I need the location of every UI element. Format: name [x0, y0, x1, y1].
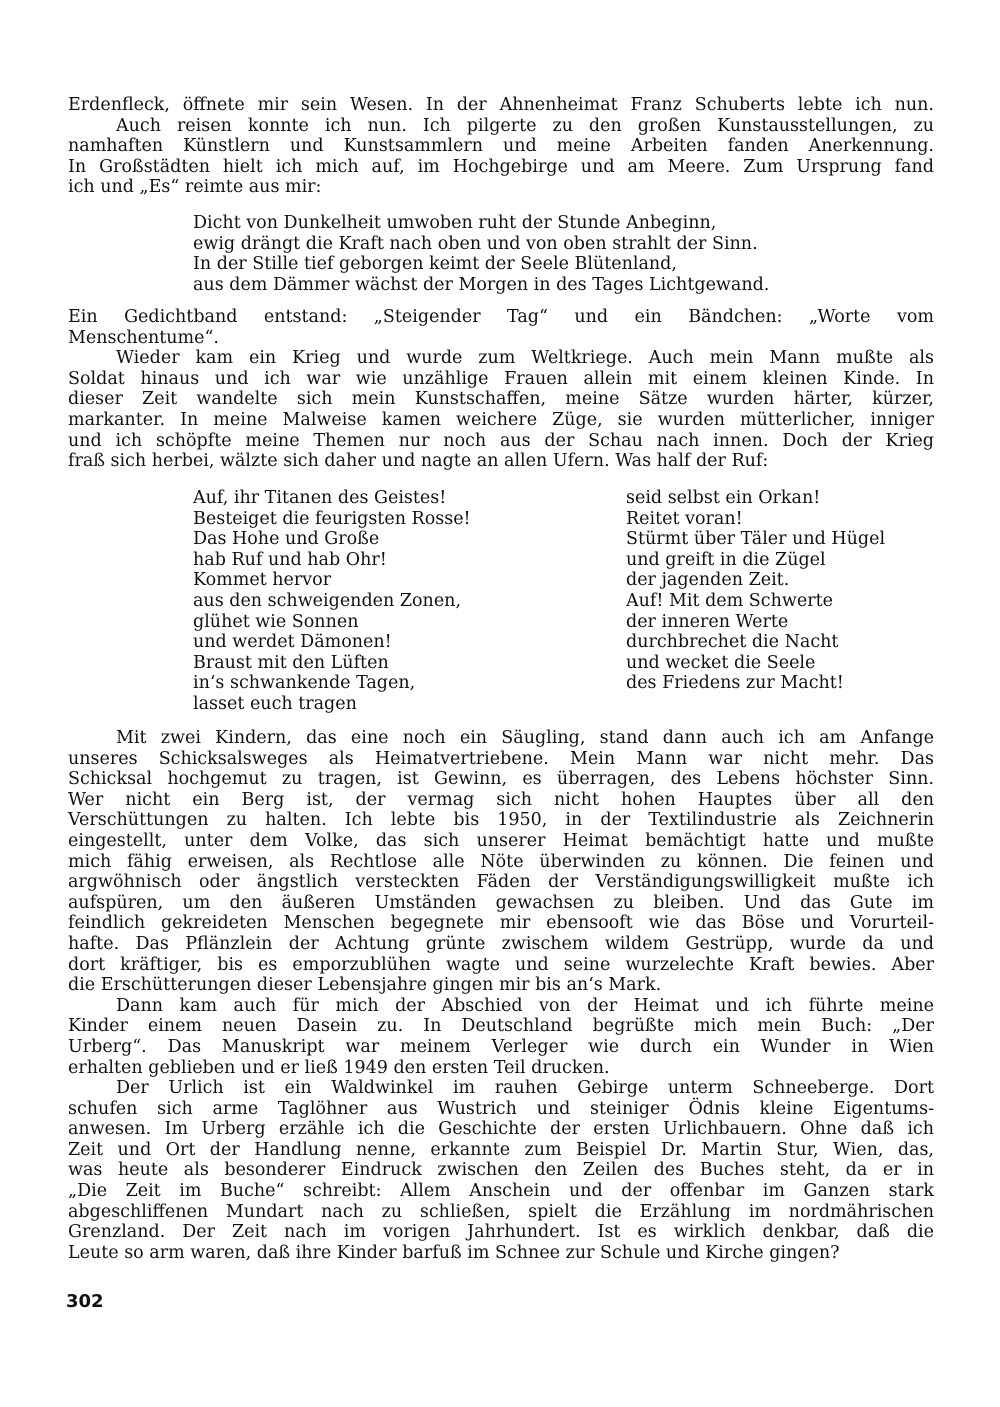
final-line: aufspüren, um den äußeren Umständen gewachsen zu bleiben. Und das Gute im: [68, 892, 934, 913]
final-line: Urberg“. Das Manuskript war meinem Verleger wie durch ein Wunder in Wien: [68, 1036, 934, 1057]
poem2-left-line: Kommet hervor: [193, 570, 332, 591]
intro-line: ich und „Es“ reimte aus mir:: [68, 177, 322, 198]
poem1-line: In der Stille tief geborgen keimt der Seele Blütenland,: [193, 254, 677, 275]
poem2-right-line: Auf! Mit dem Schwerte: [626, 590, 833, 611]
poem2-left-line: und werdet Dämonen!: [193, 632, 392, 653]
poem2-left-line: Braust mit den Lüften: [193, 652, 389, 673]
final-line: Verschüttungen zu halten. Ich lebte bis 1950, in der Textilindustrie als Zeichnerin: [68, 810, 934, 831]
middle-line: dieser Zeit wandelte sich mein Kunstschaffen, meine Sätze wurden härter, kürzer,: [68, 389, 934, 410]
intro-paragraph: [68, 95, 934, 198]
poem2-left-line: hab Ruf und hab Ohr!: [193, 549, 387, 570]
final-line: feindlich gekreideten Menschen begegnete mir ebensooft wie das Böse und Vorurteil-: [68, 913, 934, 934]
middle-line: Ein Gedichtband entstand: „Steigender Tag“ und ein Bändchen: „Worte vom: [68, 307, 934, 327]
poem-dicht-von-dunkelheit: [193, 213, 893, 295]
poem-titanen-right-column: [626, 488, 956, 694]
poem2-left-line: in‘s schwankende Tagen,: [193, 673, 416, 694]
final-line: Dann kam auch für mich der Abschied von der Heimat und ich führte meine: [116, 995, 934, 1016]
poem2-left-line: glühet wie Sonnen: [193, 611, 359, 632]
middle-paragraphs: [68, 307, 934, 472]
poem2-right-line: der jagenden Zeit.: [626, 570, 790, 591]
poem2-left-line: Auf, ihr Titanen des Geistes!: [193, 488, 447, 508]
final-line: Der Urlich ist ein Waldwinkel im rauhen Gebirge unterm Schneeberge. Dort: [116, 1078, 934, 1099]
poem1-line: aus dem Dämmer wächst der Morgen in des Tages Lichtgewand.: [193, 274, 770, 295]
poem2-right-line: durchbrechet die Nacht: [626, 632, 839, 653]
intro-line: namhaften Künstlern und Kunstsammlern und meine Arbeiten fanden Anerkennung.: [68, 136, 934, 157]
page-number: 302: [66, 1291, 104, 1312]
poem1-line: ewig drängt die Kraft nach oben und von oben strahlt der Sinn.: [193, 233, 758, 254]
poem2-right-line: der inneren Werte: [626, 611, 789, 632]
poem2-right-line: und greift in die Zügel: [626, 549, 826, 570]
poem2-right-line: Stürmt über Täler und Hügel: [626, 529, 886, 550]
final-line: Leute so arm waren, daß ihre Kinder barfuß im Schnee zur Schule und Kirche gingen?: [68, 1242, 840, 1263]
poem2-left-line: lasset euch tragen: [193, 693, 357, 714]
final-line: hafte. Das Pflänzlein der Achtung grünte zwischem wildem Gestrüpp, wurde da und: [68, 933, 934, 954]
final-line: unseres Schicksalsweges als Heimatvertriebene. Mein Mann war nicht mehr. Das: [68, 748, 934, 769]
poem2-left-line: Besteiget die feurigsten Rosse!: [193, 508, 471, 529]
middle-line: fraß sich herbei, wälzte sich daher und nagte an allen Ufern. Was half der Ruf:: [68, 451, 769, 472]
final-paragraphs: [68, 728, 934, 1263]
intro-line: Erdenfleck, öffnete mir sein Wesen. In der Ahnenheimat Franz Schuberts lebte ich nun.: [68, 95, 934, 115]
poem2-right-line: Reitet voran!: [626, 508, 743, 529]
final-line: Kinder einem neuen Dasein zu. In Deutschland begrüßte mich mein Buch: „Der: [68, 1016, 934, 1037]
final-line: abgeschliffenen Mundart nach zu schließen, spielt die Erzählung im nordmährischen: [68, 1201, 934, 1222]
intro-line: Auch reisen konnte ich nun. Ich pilgerte zu den großen Kunstausstellungen, zu: [116, 115, 934, 136]
final-line: eingestellt, unter dem Volke, das sich unserer Heimat bemächtigt hatte und mußte: [68, 830, 934, 851]
middle-line: Menschentume“.: [68, 327, 219, 348]
final-line: anwesen. Im Urberg erzähle ich die Geschichte der ersten Urlichbauern. Ohne daß ich: [68, 1119, 934, 1140]
intro-line: In Großstädten hielt ich mich auf, im Hochgebirge und am Meere. Zum Ursprung fand: [68, 156, 934, 177]
final-line: die Erschütterungen dieser Lebensjahre gingen mir bis an‘s Mark.: [68, 975, 662, 996]
final-line: Wer nicht ein Berg ist, der vermag sich nicht hohen Hauptes über all den: [68, 789, 934, 810]
final-line: argwöhnisch oder ängstlich versteckten Fäden der Verständigungswilligkeit mußte ich: [68, 872, 934, 893]
final-line: Schicksal hochgemut zu tragen, ist Gewinn, es überragen, des Lebens höchster Sinn.: [68, 769, 934, 790]
final-line: schufen sich arme Taglöhner aus Wustrich und steiniger Ödnis kleine Eigentums-: [68, 1098, 934, 1119]
final-line: Grenzland. Der Zeit nach im vorigen Jahrhundert. Ist es wirklich denkbar, daß die: [68, 1222, 934, 1243]
poem2-left-line: aus den schweigenden Zonen,: [193, 590, 462, 611]
poem1-line: Dicht von Dunkelheit umwoben ruht der Stunde Anbeginn,: [193, 213, 717, 233]
middle-line: Wieder kam ein Krieg und wurde zum Weltkriege. Auch mein Mann mußte als: [116, 348, 934, 369]
final-line: dort kräftiger, bis es emporzublühen wagte und seine wurzelechte Kraft bewies. Aber: [68, 954, 934, 975]
poem2-right-line: des Friedens zur Macht!: [626, 673, 844, 694]
poem2-right-line: und wecket die Seele: [626, 652, 816, 673]
poem2-left-line: Das Hohe und Große: [193, 529, 380, 550]
middle-line: und ich schöpfte meine Themen nur noch aus der Schau nach innen. Doch der Krieg: [68, 430, 934, 451]
final-line: Mit zwei Kindern, das eine noch ein Säugling, stand dann auch ich am Anfange: [116, 728, 934, 748]
final-line: „Die Zeit im Buche“ schreibt: Allem Anschein und der offenbar im Ganzen stark: [68, 1181, 934, 1202]
final-line: mich fähig erweisen, als Rechtlose alle Nöte überwinden zu können. Die feinen und: [68, 851, 934, 872]
middle-line: Soldat hinaus und ich war wie unzählige Frauen allein mit einem kleinen Kinde. In: [68, 368, 934, 389]
final-line: was heute als besonderer Eindruck zwischen den Zeilen des Buches steht, da er in: [68, 1160, 934, 1181]
final-line: Zeit und Ort der Handlung nenne, erkannte zum Beispiel Dr. Martin Stur, Wien, das,: [68, 1139, 934, 1160]
final-line: erhalten geblieben und er ließ 1949 den ersten Teil drucken.: [68, 1057, 610, 1078]
poem-titanen-left-column: [193, 488, 593, 715]
middle-line: markanter. In meine Malweise kamen weichere Züge, sie wurden mütterlicher, inniger: [68, 409, 934, 430]
poem2-right-line: seid selbst ein Orkan!: [626, 488, 821, 508]
